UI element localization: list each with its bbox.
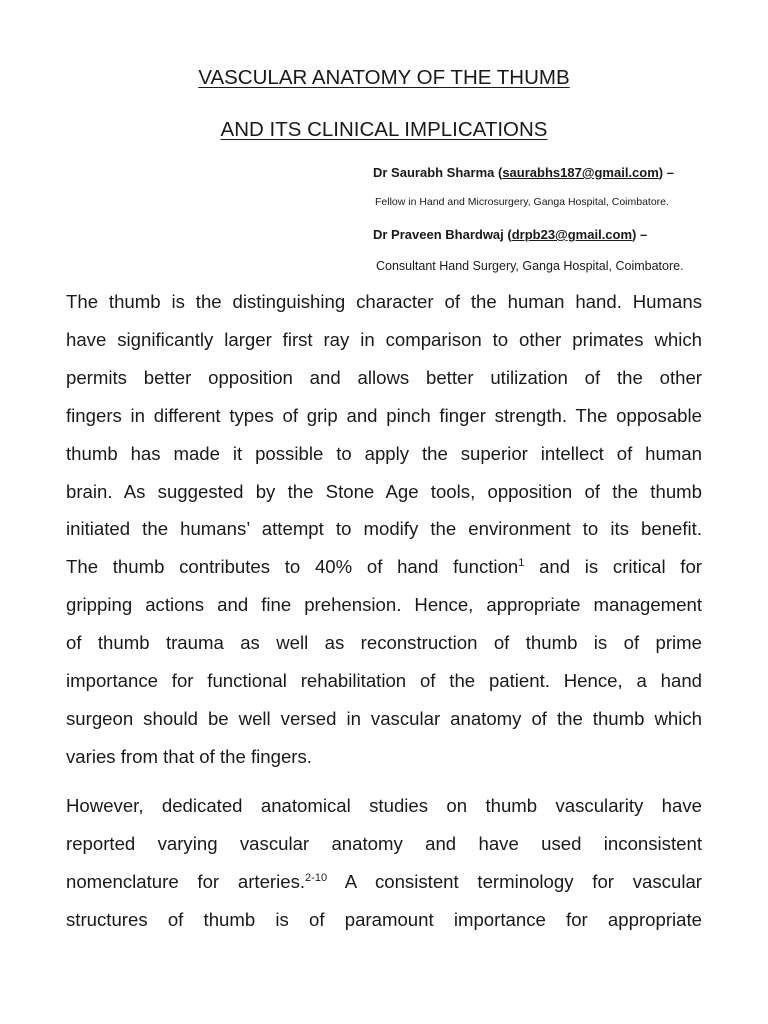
paragraph-line: surgeon should be well versed in vascular anatomy of the thumb which bbox=[66, 707, 702, 729]
paragraph-line: varies from that of the fingers. bbox=[66, 745, 312, 767]
author-1-name bbox=[373, 165, 674, 180]
paragraph-line: importance for functional rehabilitation of the patient. Hence, a hand bbox=[66, 670, 702, 692]
document-title-line-1: VASCULAR ANATOMY OF THE THUMB bbox=[198, 66, 570, 89]
document-title-line-2: AND ITS CLINICAL IMPLICATIONS bbox=[220, 118, 548, 141]
author-2-suffix: ) – bbox=[632, 227, 648, 242]
paragraph-line: of thumb trauma as well as reconstruction of thumb is of prime bbox=[66, 632, 702, 654]
line-text: The thumb contributes to 40% of hand function bbox=[66, 556, 519, 578]
author-2-affiliation: Consultant Hand Surgery, Ganga Hospital, Coimbatore. bbox=[376, 259, 684, 273]
paragraph-line: permits better opposition and allows better utilization of the other bbox=[66, 366, 702, 388]
paragraph-line: have significantly larger first ray in comparison to other primates which bbox=[66, 328, 702, 350]
author-1-affiliation: Fellow in Hand and Microsurgery, Ganga Hospital, Coimbatore. bbox=[375, 196, 669, 208]
paragraph-line: fingers in different types of grip and pinch finger strength. The opposable bbox=[66, 404, 702, 426]
citation-superscript: 1 bbox=[518, 557, 525, 570]
paragraph-line-with-citation bbox=[66, 548, 702, 586]
line-text: nomenclature for arteries. bbox=[66, 870, 306, 892]
paragraph-line: structures of thumb is of paramount importance for appropriate bbox=[66, 908, 702, 930]
citation-superscript: 2-10 bbox=[305, 871, 328, 884]
paragraph-line: reported varying vascular anatomy and have used inconsistent bbox=[66, 832, 702, 854]
author-1-suffix: ) – bbox=[658, 165, 674, 180]
line-text: and is critical for bbox=[524, 556, 702, 578]
paragraph-2 bbox=[66, 787, 702, 939]
author-2-prefix: Dr Praveen Bhardwaj ( bbox=[373, 227, 512, 242]
author-1-email-link[interactable]: saurabhs187@gmail.com bbox=[502, 165, 659, 180]
paragraph-line: brain. As suggested by the Stone Age tools, opposition of the thumb bbox=[66, 480, 702, 502]
paragraph-line-with-citation bbox=[66, 863, 702, 901]
author-1-prefix: Dr Saurabh Sharma ( bbox=[373, 165, 503, 180]
paragraph-line: However, dedicated anatomical studies on thumb vascularity have bbox=[66, 795, 702, 816]
paragraph-line: initiated the humans’ attempt to modify the environment to its benefit. bbox=[66, 518, 702, 540]
author-2-name bbox=[373, 227, 647, 242]
paragraph-1 bbox=[66, 283, 702, 776]
paragraph-line: The thumb is the distinguishing character of the human hand. Humans bbox=[66, 291, 702, 312]
line-text: A consistent terminology for vascular bbox=[327, 870, 702, 892]
author-2-email-link[interactable]: drpb23@gmail.com bbox=[511, 227, 633, 242]
paragraph-line: thumb has made it possible to apply the superior intellect of human bbox=[66, 442, 702, 464]
paragraph-line: gripping actions and fine prehension. Hence, appropriate management bbox=[66, 594, 702, 616]
